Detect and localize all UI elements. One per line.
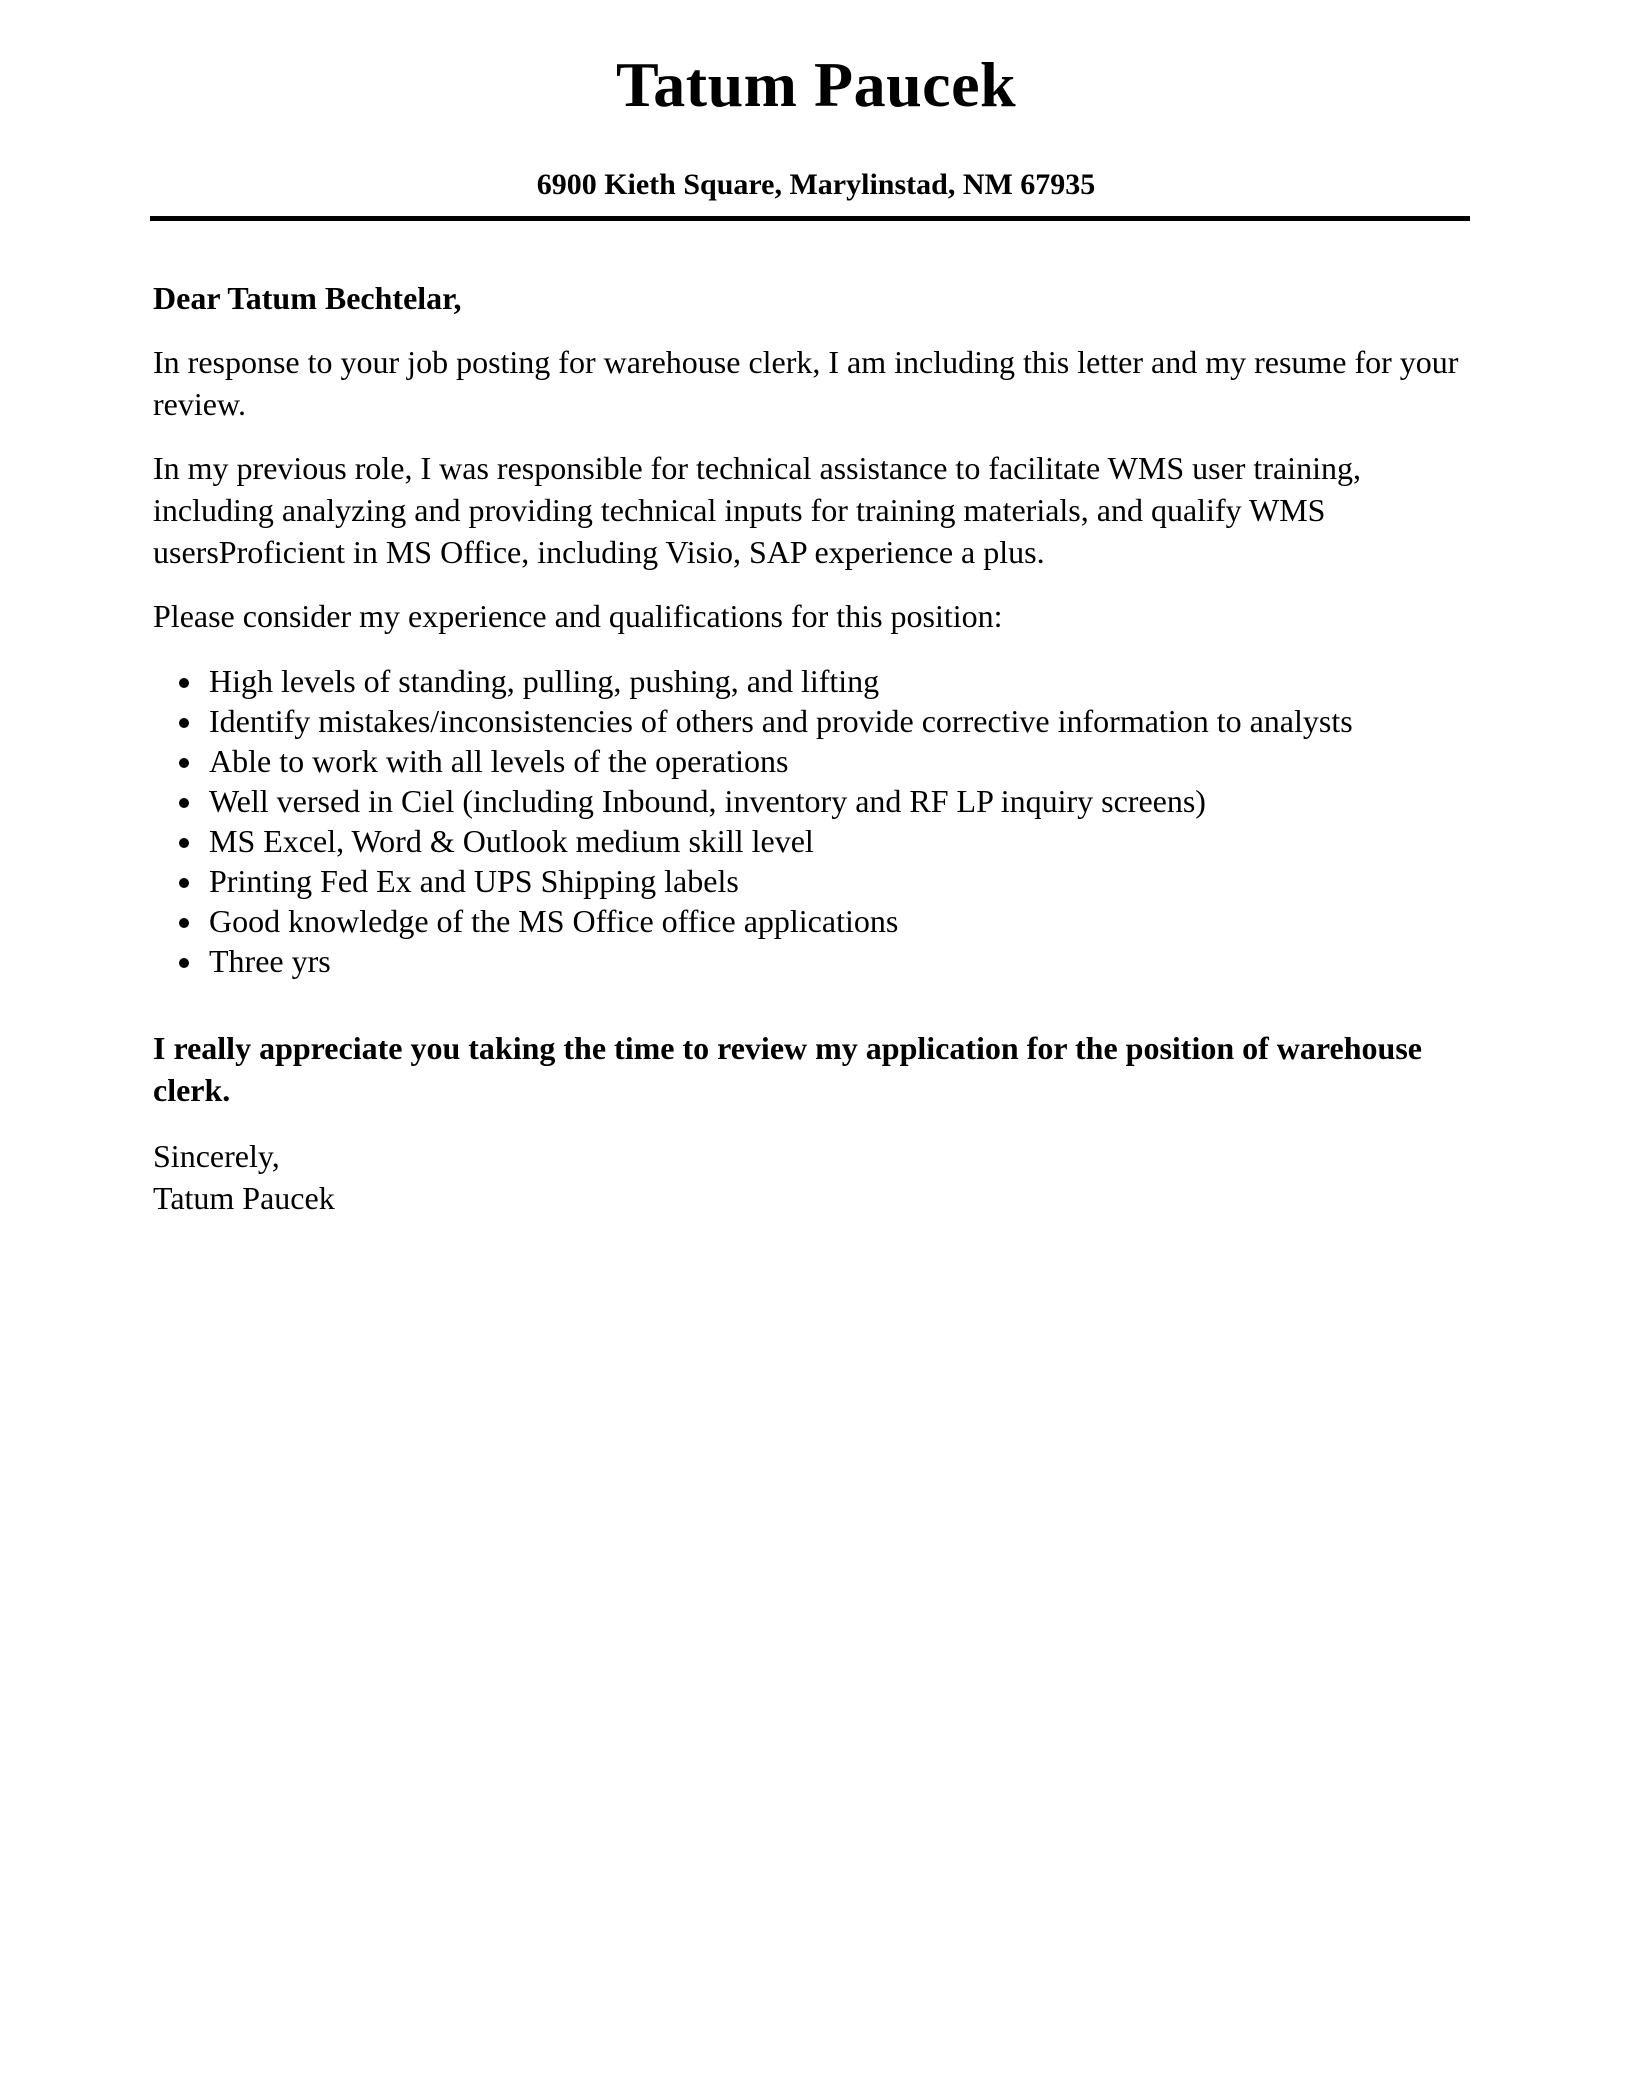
salutation: Dear Tatum Bechtelar, [153,280,462,316]
list-item: • Good knowledge of the MS Office office applications [205,901,1470,941]
list-item: • Printing Fed Ex and UPS Shipping labels [205,861,1470,901]
paragraph-experience: In my previous role, I was responsible for technical assistance to facilitate WMS user training, including analyzing and providing technical inputs for training materials, and qualify WMS usersProficient in MS Office, including Visio, SAP experience a plus. [153,450,1361,570]
signoff-block [153,1135,1470,1219]
letter-body [153,277,1470,1219]
paragraph-consider: Please consider my experience and qualifications for this position: [153,598,1003,634]
paragraph-intro: In response to your job posting for warehouse clerk, I am including this letter and my resume for your review. [153,344,1459,422]
header-divider [150,216,1470,221]
list-item: • MS Excel, Word & Outlook medium skill level [205,821,1470,861]
applicant-name-title: Tatum Paucek [615,49,1017,120]
list-item: • High levels of standing, pulling, pushing, and lifting [205,661,1470,701]
closing-emphasis: I really appreciate you taking the time to review my application for the position of warehouse clerk. [153,1030,1422,1108]
letter-header [0,50,1632,221]
list-item: • Three yrs [205,941,1470,981]
qualification-list [153,661,1470,981]
list-item: • Able to work with all levels of the operations [205,741,1470,781]
signature-name: Tatum Paucek [153,1180,335,1216]
applicant-address: 6900 Kieth Square, Marylinstad, NM 67935 [536,168,1096,201]
signoff: Sincerely, [153,1138,280,1174]
list-item: • Identify mistakes/inconsistencies of others and provide corrective information to analysts [205,701,1470,741]
list-item: • Well versed in Ciel (including Inbound, inventory and RF LP inquiry screens) [205,781,1470,821]
